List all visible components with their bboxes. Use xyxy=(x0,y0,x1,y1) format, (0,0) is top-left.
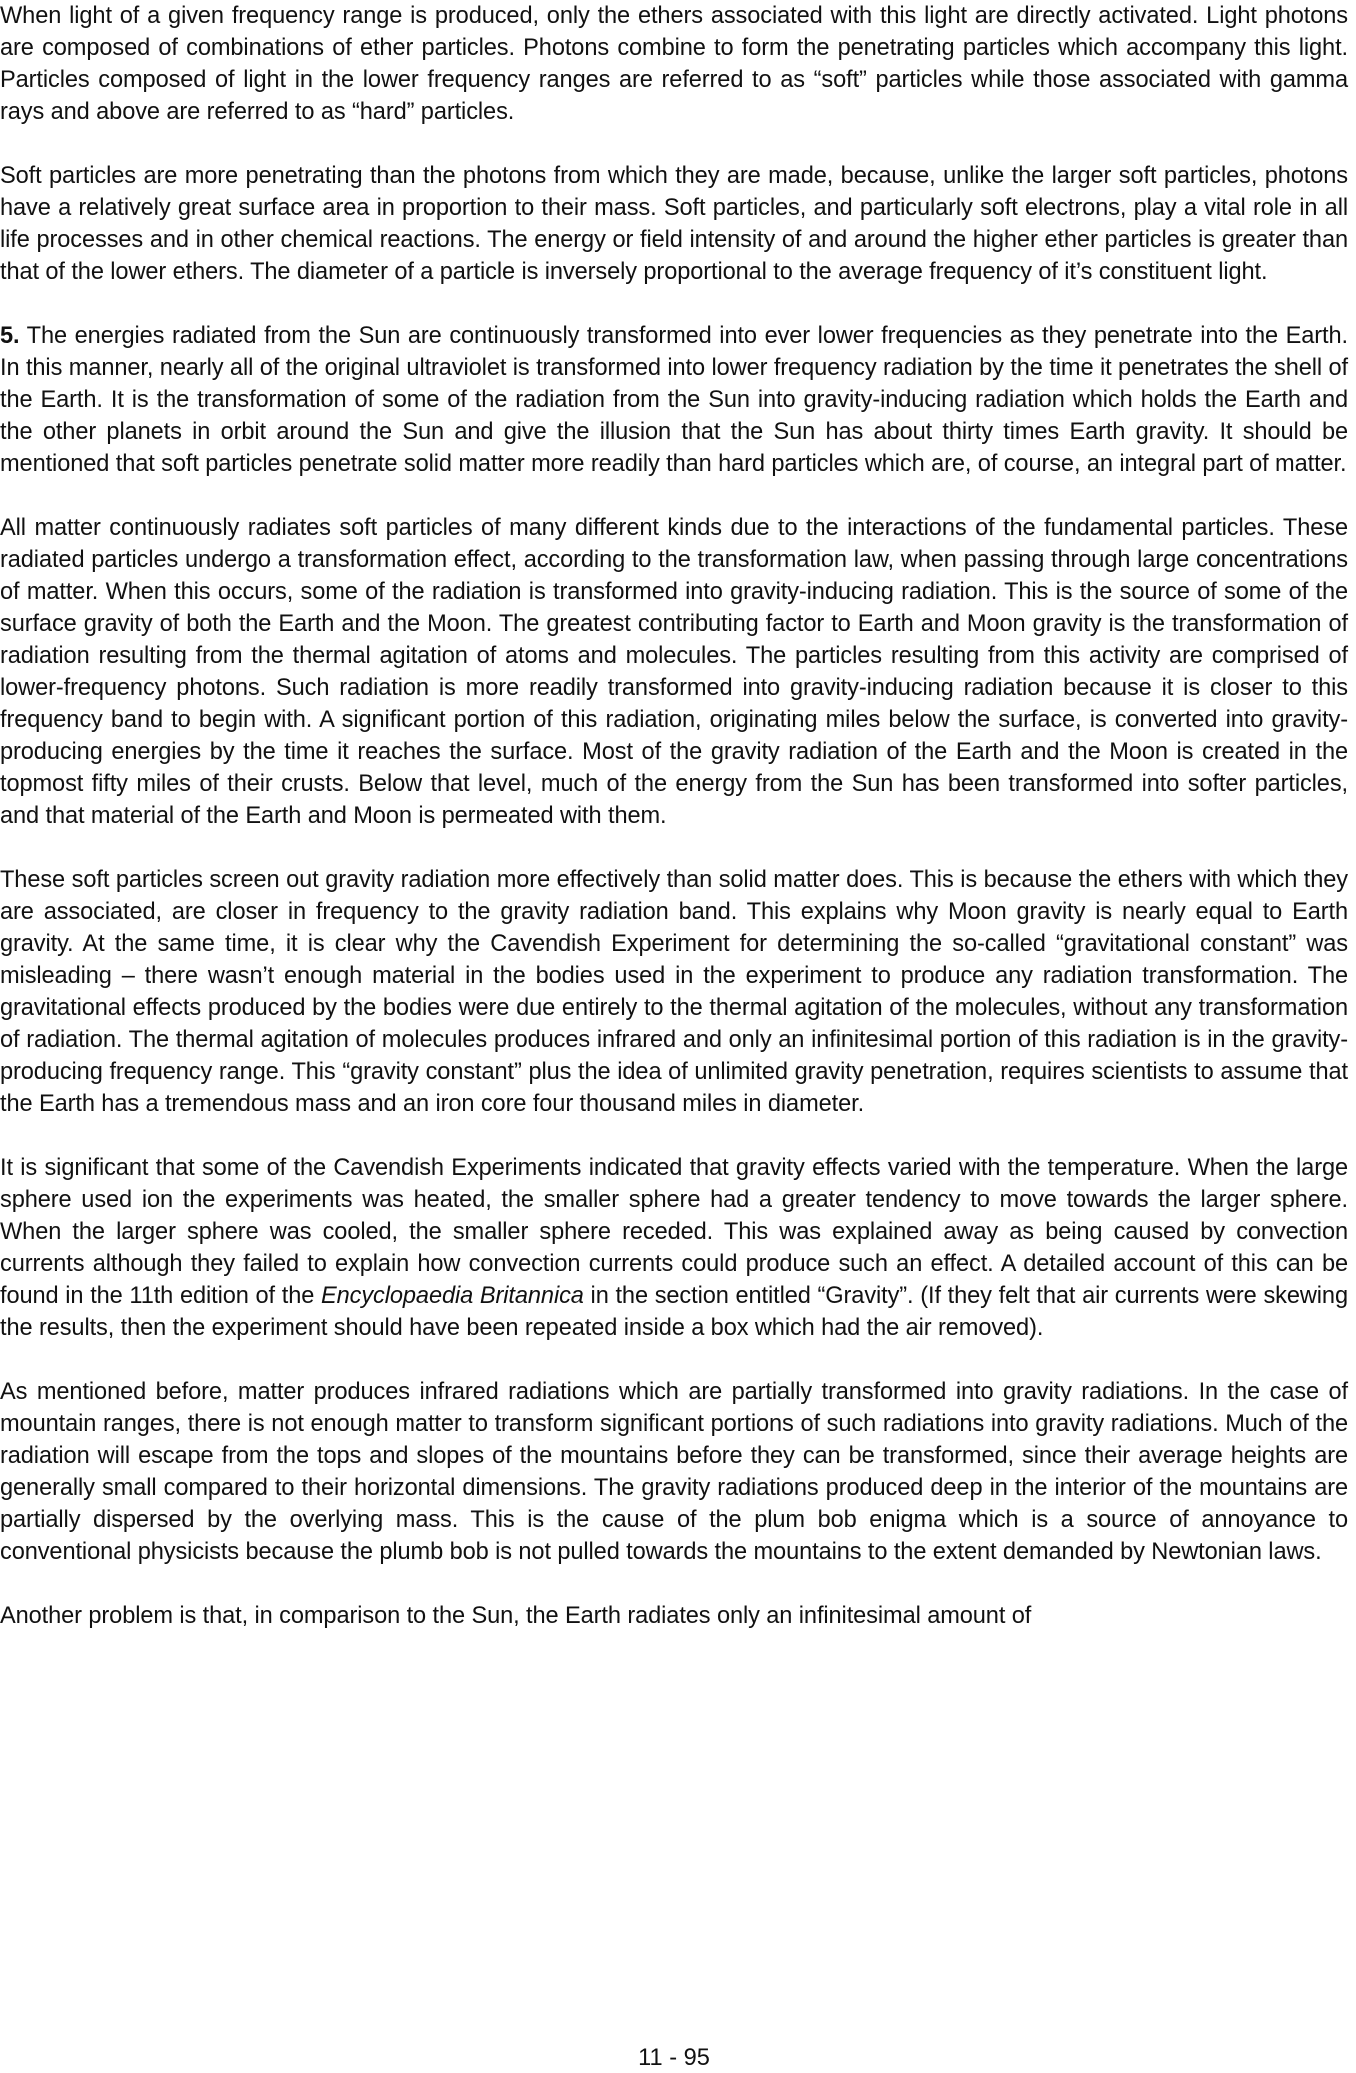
encyclopedia-title: Encyclopaedia Britannica xyxy=(320,1283,584,1309)
paragraph-1: When light of a given frequency range is produced, only the ethers associated with this light are directly activated. Light photons are composed of combinations of ether particles. Photons combine to form the penetrating particles which accompany this light. Particles composed of light in the lower frequency ranges are referred to as “soft” particles while those associated with gamma rays and above are referred to as “hard” particles. xyxy=(0,3,1348,125)
page-number: 11 - 95 xyxy=(638,2045,710,2071)
paragraph-8: Another problem is that, in comparison to the Sun, the Earth radiates only an infinitesimal amount of xyxy=(0,1603,1032,1629)
paragraph-2: Soft particles are more penetrating than the photons from which they are made, because, unlike the larger soft particles, photons have a relatively great surface area in proportion to their mass. Soft particles, and particularly soft electrons, play a vital role in all life processes and in other chemical reactions. The energy or field intensity of and around the higher ether particles is greater than that of the lower ethers. The diameter of a particle is inversely proportional to the average frequency of it’s constituent light. xyxy=(0,163,1348,285)
paragraph-3-text: The energies radiated from the Sun are continuously transformed into ever lower frequencies as they penetrate into the Earth. In this manner, nearly all of the original ultraviolet is transformed into lower frequency radiation by the time it penetrates the shell of the Earth. It is the transformation of some of the radiation from the Sun into gravity-inducing radiation which holds the Earth and the other planets in orbit around the Sun and give the illusion that the Sun has about thirty times Earth gravity. It should be mentioned that soft particles penetrate solid matter more readily than hard particles which are, of course, an integral part of matter. xyxy=(0,323,1348,477)
paragraph-6-text-after: in the section entitled “Gravity”. (If they felt that air currents were skewing the results, then the experiment should have been repeated inside a box which had the air removed). xyxy=(0,1283,1348,1341)
paragraph-6-text-before: It is significant that some of the Cavendish Experiments indicated that gravity effects varied with the temperature. When the large sphere used ion the experiments was heated, the smaller sphere had a greater tendency to move towards the larger sphere. When the larger sphere was cooled, the smaller sphere receded. This was explained away as being caused by convection currents although they failed to explain how convection currents could produce such an effect. A detailed account of this can be found in the 11th edition of the xyxy=(0,1155,1348,1309)
paragraph-3 xyxy=(0,320,1348,480)
section-number: 5. xyxy=(0,323,20,349)
paragraph-6 xyxy=(0,1152,1348,1344)
paragraph-7: As mentioned before, matter produces infrared radiations which are partially transformed into gravity radiations. In the case of mountain ranges, there is not enough matter to transform significant portions of such radiations into gravity radiations. Much of the radiation will escape from the tops and slopes of the mountains before they can be transformed, since their average heights are generally small compared to their horizontal dimensions. The gravity radiations produced deep in the interior of the mountains are partially dispersed by the overlying mass. This is the cause of the plum bob enigma which is a source of annoyance to conventional physicists because the plumb bob is not pulled towards the mountains to the extent demanded by Newtonian laws. xyxy=(0,1379,1348,1565)
paragraph-4: All matter continuously radiates soft particles of many different kinds due to the interactions of the fundamental particles. These radiated particles undergo a transformation effect, according to the transformation law, when passing through large concentrations of matter. When this occurs, some of the radiation is transformed into gravity-inducing radiation. This is the source of some of the surface gravity of both the Earth and the Moon. The greatest contributing factor to Earth and Moon gravity is the transformation of radiation resulting from the thermal agitation of atoms and molecules. The particles resulting from this activity are comprised of lower-frequency photons. Such radiation is more readily transformed into gravity-inducing radiation because it is closer to this frequency band to begin with. A significant portion of this radiation, originating miles below the surface, is converted into gravity-producing energies by the time it reaches the surface. Most of the gravity radiation of the Earth and the Moon is created in the topmost fifty miles of their crusts. Below that level, much of the energy from the Sun has been transformed into softer particles, and that material of the Earth and Moon is permeated with them. xyxy=(0,515,1348,829)
paragraph-5: These soft particles screen out gravity radiation more effectively than solid matter does. This is because the ethers with which they are associated, are closer in frequency to the gravity radiation band. This explains why Moon gravity is nearly equal to Earth gravity. At the same time, it is clear why the Cavendish Experiment for determining the so-called “gravitational constant” was misleading – there wasn’t enough material in the bodies used in the experiment to produce any radiation transformation. The gravitational effects produced by the bodies were due entirely to the thermal agitation of the molecules, without any transformation of radiation. The thermal agitation of molecules produces infrared and only an infinitesimal portion of this radiation is in the gravity-producing frequency range. This “gravity constant” plus the idea of unlimited gravity penetration, requires scientists to assume that the Earth has a tremendous mass and an iron core four thousand miles in diameter. xyxy=(0,867,1348,1117)
